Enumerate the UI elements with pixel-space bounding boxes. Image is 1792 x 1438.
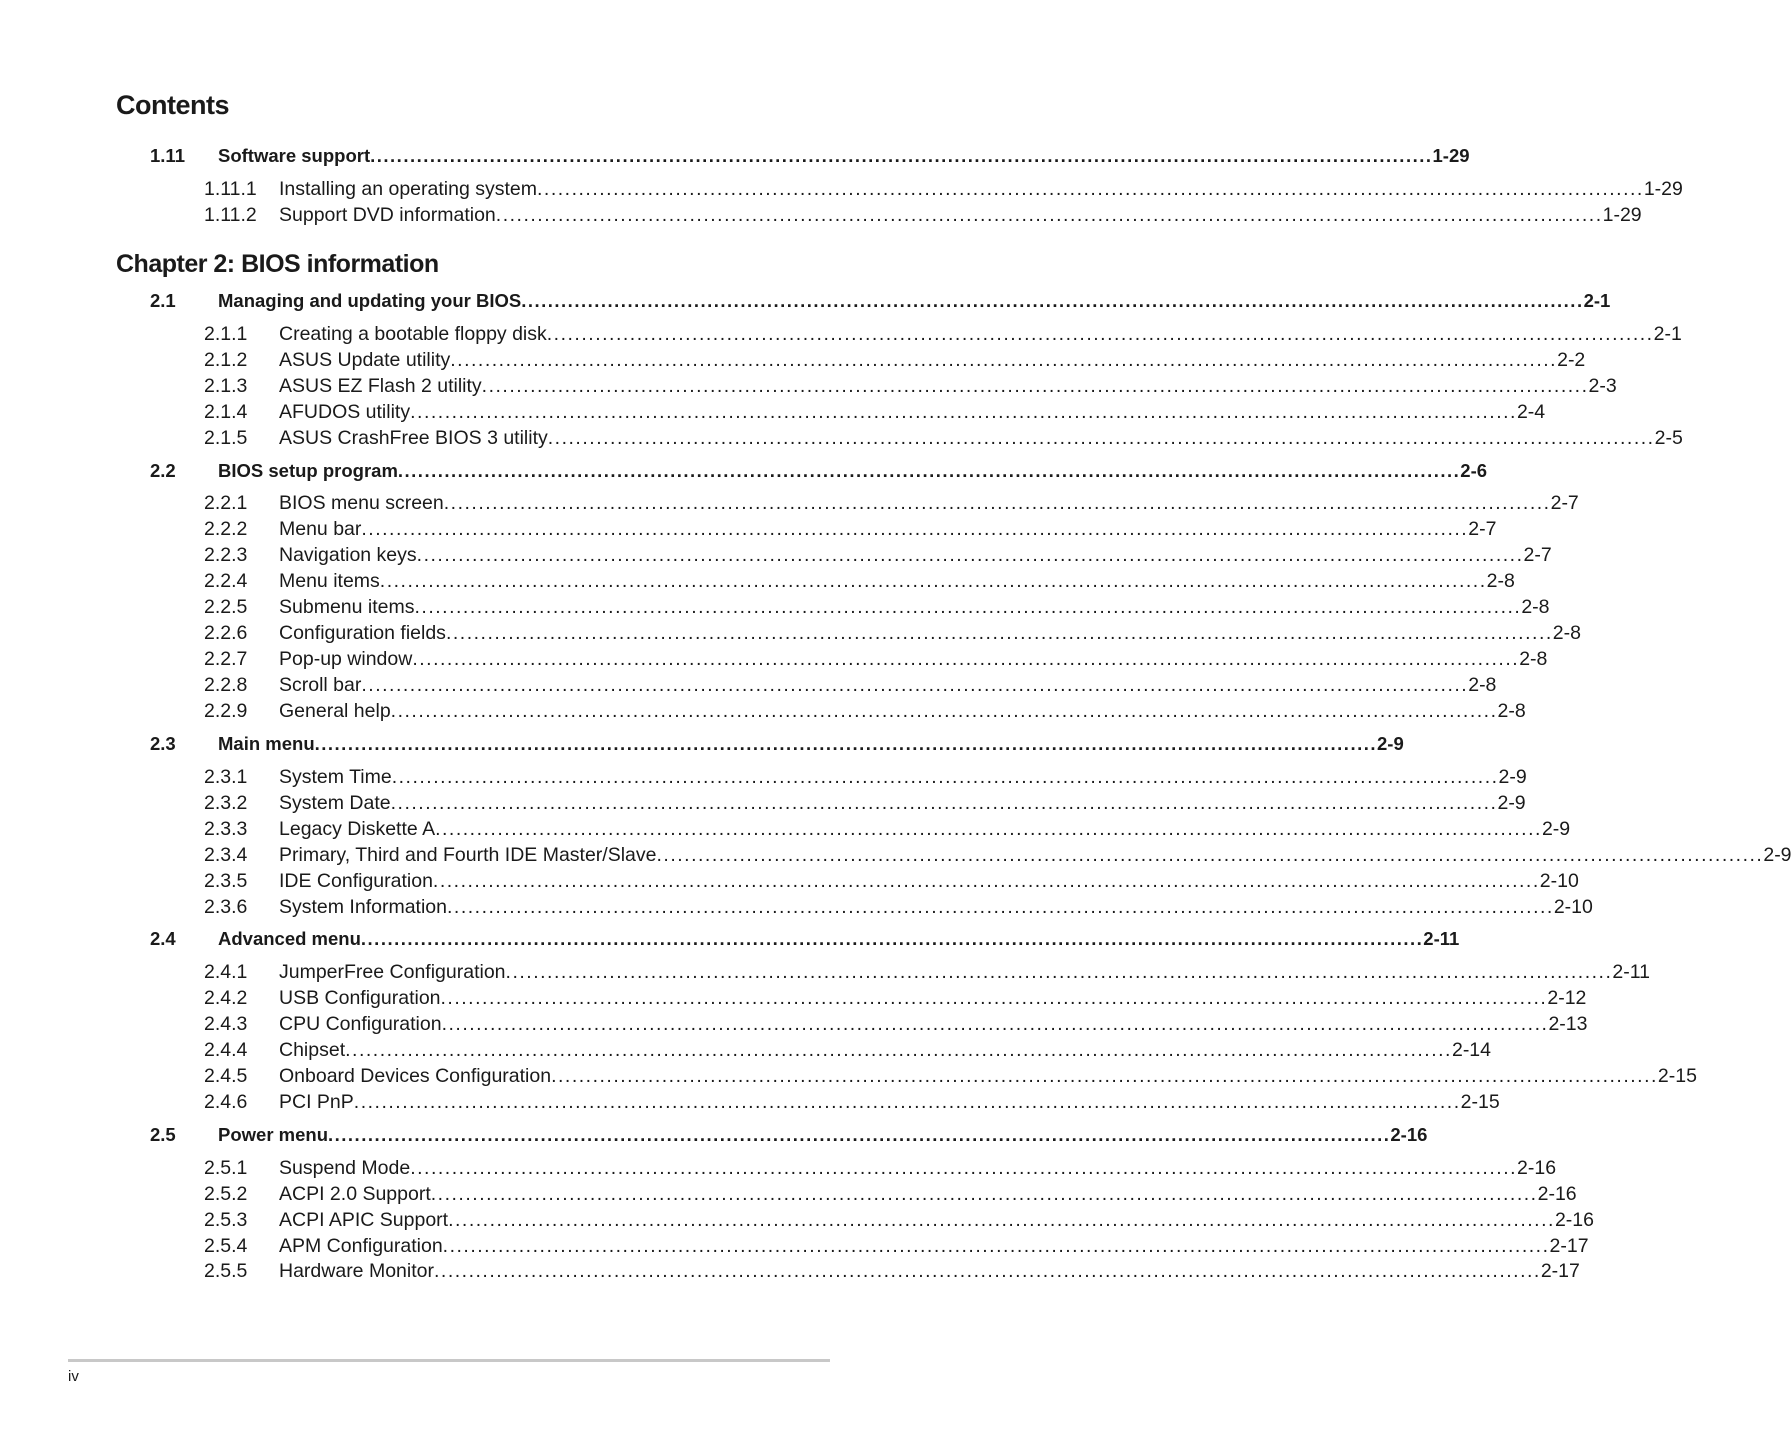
- toc-entry-label: Creating a bootable floppy disk: [279, 323, 547, 345]
- toc-entry-leader: [218, 288, 1611, 314]
- toc-entry-number: 2.2.8: [204, 674, 248, 696]
- toc-entry-label: ASUS CrashFree BIOS 3 utility: [279, 427, 548, 449]
- toc-dot-leader: ................................................................................................................................................................: [443, 492, 1551, 514]
- toc-entry-label: CPU Configuration: [279, 1013, 442, 1035]
- toc-entry[interactable]: [0, 458, 1488, 484]
- toc-entry[interactable]: [0, 926, 1460, 952]
- toc-entry[interactable]: [0, 399, 1546, 425]
- toc-dot-leader: ................................................................................................................................................................: [432, 870, 1540, 892]
- footer-divider: [68, 1359, 830, 1362]
- toc-entry[interactable]: [0, 1207, 1594, 1233]
- toc-entry-page: 2-11: [1612, 961, 1650, 983]
- toc-entry-number: 2.4.5: [204, 1065, 248, 1087]
- toc-entry-page: 1-29: [1643, 178, 1683, 200]
- toc-entry[interactable]: [0, 373, 1617, 399]
- toc-entry-leader: [218, 458, 1488, 484]
- toc-dot-leader: ................................................................................................................................................................: [450, 349, 1558, 371]
- toc-entry-page: 2-17: [1540, 1260, 1580, 1282]
- toc-entry[interactable]: [0, 288, 1611, 314]
- toc-entry-page: 2-2: [1557, 349, 1586, 371]
- toc-entry[interactable]: [0, 1258, 1580, 1284]
- toc-entry[interactable]: [0, 790, 1526, 816]
- toc-entry-leader: [279, 425, 1683, 451]
- toc-dot-leader: ................................................................................................................................................................: [521, 290, 1584, 311]
- toc-dot-leader: ................................................................................................................................................................: [345, 1039, 1452, 1061]
- toc-entry-leader: [279, 764, 1527, 790]
- toc-entry-page: 2-16: [1517, 1157, 1557, 1179]
- toc-dot-leader: ................................................................................................................................................................: [656, 844, 1764, 866]
- toc-entry-number: 2.1.1: [204, 323, 248, 345]
- toc-entry-label: System Date: [279, 792, 391, 814]
- toc-entry-leader: [279, 868, 1579, 894]
- toc-dot-leader: ................................................................................................................................................................: [370, 145, 1433, 166]
- toc-entry[interactable]: [0, 868, 1579, 894]
- toc-entry-label: ASUS EZ Flash 2 utility: [279, 375, 482, 397]
- toc-entry-label: Configuration fields: [279, 622, 446, 644]
- toc-entry[interactable]: [0, 143, 1470, 169]
- toc-entry-leader: [279, 373, 1617, 399]
- toc-entry-number: 2.1.3: [204, 375, 248, 397]
- toc-entry-number: 2.4.6: [204, 1091, 248, 1113]
- toc-dot-leader: ................................................................................................................................................................: [353, 1091, 1461, 1113]
- toc-entry-number: 2.5.2: [204, 1183, 248, 1205]
- toc-dot-leader: ................................................................................................................................................................: [416, 544, 1524, 566]
- toc-entry-page: 2-11: [1423, 926, 1459, 952]
- toc-entry-page: 2-6: [1460, 458, 1487, 484]
- toc-entry[interactable]: [0, 1011, 1588, 1037]
- toc-entry-leader: [279, 672, 1497, 698]
- toc-entry-page: 2-14: [1451, 1039, 1491, 1061]
- toc-entry-number: 2.5.4: [204, 1235, 248, 1257]
- toc-dot-leader: ................................................................................................................................................................: [360, 928, 1424, 949]
- toc-dot-leader: ................................................................................................................................................................: [536, 178, 1644, 200]
- toc-entry-label: Software support: [218, 143, 370, 169]
- toc-entry-page: 2-1: [1653, 323, 1682, 345]
- toc-entry[interactable]: [0, 516, 1497, 542]
- toc-dot-leader: ................................................................................................................................................................: [314, 733, 1378, 754]
- toc-entry-label: Onboard Devices Configuration: [279, 1065, 552, 1087]
- toc-entry-number: 2.5.3: [204, 1209, 248, 1231]
- toc-entry-page: 2-9: [1498, 766, 1527, 788]
- toc-entry-label: Hardware Monitor: [279, 1260, 434, 1282]
- toc-entry-number: 2.1.2: [204, 349, 248, 371]
- toc-dot-leader: ................................................................................................................................................................: [410, 401, 1517, 423]
- toc-entry-leader: [279, 1037, 1491, 1063]
- toc-entry-leader: [279, 1233, 1589, 1259]
- toc-entry-page: 2-8: [1552, 622, 1581, 644]
- toc-dot-leader: ................................................................................................................................................................: [446, 896, 1554, 918]
- toc-dot-leader: ................................................................................................................................................................: [361, 518, 1469, 540]
- toc-entry-leader: [279, 620, 1581, 646]
- toc-entry-page: 2-16: [1554, 1209, 1594, 1231]
- toc-entry-label: Support DVD information: [279, 204, 496, 226]
- toc-entry-leader: [279, 516, 1497, 542]
- toc-dot-leader: ................................................................................................................................................................: [442, 1235, 1550, 1257]
- toc-entry-page: 1-29: [1433, 143, 1470, 169]
- toc-dot-leader: ................................................................................................................................................................: [379, 570, 1487, 592]
- toc-entry[interactable]: [0, 425, 1683, 451]
- toc-entry[interactable]: [0, 568, 1515, 594]
- toc-entry-leader: [279, 1181, 1577, 1207]
- toc-entry-label: APM Configuration: [279, 1235, 443, 1257]
- toc-entry-label: Power menu: [218, 1122, 328, 1148]
- toc-entry-number: 2.2.2: [204, 518, 248, 540]
- toc-entry[interactable]: [0, 1181, 1577, 1207]
- toc-entry-label: System Information: [279, 896, 447, 918]
- toc-dot-leader: ................................................................................................................................................................: [546, 323, 1654, 345]
- toc-dot-leader: ................................................................................................................................................................: [433, 1260, 1541, 1282]
- toc-entry-number: 2.4.1: [204, 961, 248, 983]
- toc-entry-number: 1.11: [150, 145, 185, 166]
- toc-entry-leader: [279, 399, 1546, 425]
- toc-entry-page: 2-7: [1523, 544, 1552, 566]
- toc-entry-leader: [279, 790, 1526, 816]
- toc-dot-leader: ................................................................................................................................................................: [414, 596, 1522, 618]
- toc-entry-label: ACPI APIC Support: [279, 1209, 449, 1231]
- toc-entry-leader: [279, 894, 1593, 920]
- toc-entry-number: 2.2.7: [204, 648, 248, 670]
- toc-entry[interactable]: [0, 646, 1548, 672]
- toc-entry[interactable]: [0, 816, 1571, 842]
- toc-entry-page: 2-7: [1550, 492, 1579, 514]
- toc-entry-leader: [279, 202, 1642, 228]
- toc-entry-leader: [279, 816, 1571, 842]
- toc-dot-leader: ................................................................................................................................................................: [448, 1209, 1555, 1231]
- toc-entry-number: 2.2: [150, 460, 176, 481]
- toc-entry-page: 2-8: [1497, 700, 1526, 722]
- toc-entry-number: 2.3: [150, 733, 176, 754]
- toc-entry-label: JumperFree Configuration: [279, 961, 506, 983]
- toc-dot-leader: ................................................................................................................................................................: [328, 1124, 1391, 1145]
- toc-entry[interactable]: [0, 672, 1497, 698]
- toc-entry-number: 2.3.1: [204, 766, 248, 788]
- toc-entry[interactable]: [0, 542, 1552, 568]
- toc-entry-page: 2-10: [1539, 870, 1579, 892]
- toc-entry-label: PCI PnP: [279, 1091, 354, 1113]
- toc-entry-page: 2-8: [1486, 570, 1515, 592]
- toc-entry[interactable]: [0, 764, 1527, 790]
- toc-entry-page: 2-17: [1549, 1235, 1589, 1257]
- toc-entry[interactable]: [0, 1089, 1500, 1115]
- toc-dot-leader: ................................................................................................................................................................: [390, 792, 1498, 814]
- toc-entry-leader: [218, 731, 1404, 757]
- toc-entry-label: BIOS menu screen: [279, 492, 444, 514]
- toc-entry-label: ACPI 2.0 Support: [279, 1183, 431, 1205]
- toc-entry-number: 2.3.4: [204, 844, 248, 866]
- page-title: Contents: [116, 90, 229, 120]
- toc-entry[interactable]: [0, 959, 1650, 985]
- toc-dot-leader: ................................................................................................................................................................: [397, 460, 1461, 481]
- toc-entry-number: 2.4.3: [204, 1013, 248, 1035]
- toc-entry-page: 2-15: [1460, 1091, 1500, 1113]
- toc-entry-label: USB Configuration: [279, 987, 441, 1009]
- toc-dot-leader: ................................................................................................................................................................: [435, 818, 1542, 840]
- toc-dot-leader: ................................................................................................................................................................: [481, 375, 1589, 397]
- toc-entry-number: 2.1: [150, 290, 176, 311]
- toc-entry-page: 2-8: [1521, 596, 1550, 618]
- toc-dot-leader: ................................................................................................................................................................: [361, 674, 1469, 696]
- toc-entry-page: 2-7: [1468, 518, 1497, 540]
- toc-entry-page: 2-9: [1377, 731, 1404, 757]
- toc-entry-number: 2.2.4: [204, 570, 248, 592]
- toc-entry-label: BIOS setup program: [218, 458, 398, 484]
- toc-entry-label: Pop-up window: [279, 648, 413, 670]
- toc-entry[interactable]: [0, 894, 1593, 920]
- toc-entry[interactable]: [0, 347, 1586, 373]
- toc-entry-page: 2-8: [1468, 674, 1497, 696]
- toc-entry[interactable]: [0, 1037, 1491, 1063]
- toc-entry-leader: [279, 542, 1552, 568]
- toc-entry-page: 2-16: [1537, 1183, 1577, 1205]
- toc-entry-label: Submenu items: [279, 596, 415, 618]
- toc-entry-number: 2.2.5: [204, 596, 248, 618]
- toc-entry-leader: [218, 926, 1460, 952]
- toc-entry-number: 2.3.6: [204, 896, 248, 918]
- toc-dot-leader: ................................................................................................................................................................: [390, 700, 1498, 722]
- toc-entry[interactable]: [0, 202, 1642, 228]
- toc-dot-leader: ................................................................................................................................................................: [410, 1157, 1518, 1179]
- toc-dot-leader: ................................................................................................................................................................: [391, 766, 1499, 788]
- toc-entry-leader: [218, 1122, 1428, 1148]
- toc-entry-label: Chipset: [279, 1039, 346, 1061]
- toc-entry-page: 2-3: [1588, 375, 1617, 397]
- toc-entry-label: ASUS Update utility: [279, 349, 451, 371]
- toc-entry-page: 2-13: [1548, 1013, 1588, 1035]
- toc-entry[interactable]: [0, 1233, 1589, 1259]
- toc-entry-number: 1.11.2: [204, 204, 257, 226]
- toc-entry-leader: [218, 143, 1470, 169]
- toc-entry-number: 2.1.5: [204, 427, 248, 449]
- toc-entry[interactable]: [0, 620, 1581, 646]
- toc-entry-label: General help: [279, 700, 391, 722]
- toc-entry-number: 2.4.2: [204, 987, 248, 1009]
- toc-entry-leader: [279, 347, 1586, 373]
- toc-entry-number: 2.2.6: [204, 622, 248, 644]
- toc-entry-leader: [279, 698, 1526, 724]
- toc-dot-leader: ................................................................................................................................................................: [445, 622, 1553, 644]
- toc-entry-page: 2-15: [1657, 1065, 1697, 1087]
- toc-entry-label: Menu bar: [279, 518, 362, 540]
- toc-entry-leader: [279, 1011, 1588, 1037]
- toc-entry-page: 1-29: [1602, 204, 1642, 226]
- toc-entry-leader: [279, 959, 1650, 985]
- toc-entry-number: 2.4: [150, 928, 176, 949]
- toc-dot-leader: ................................................................................................................................................................: [505, 961, 1613, 983]
- toc-entry[interactable]: [0, 176, 1683, 202]
- toc-entry-label: Advanced menu: [218, 926, 361, 952]
- toc-entry-number: 2.2.9: [204, 700, 248, 722]
- toc-entry-label: Managing and updating your BIOS: [218, 288, 521, 314]
- toc-entry-number: 2.5: [150, 1124, 176, 1145]
- toc-entry-number: 1.11.1: [204, 178, 257, 200]
- toc-entry-label: AFUDOS utility: [279, 401, 411, 423]
- toc-entry-page: 2-16: [1390, 1122, 1427, 1148]
- toc-entry-leader: [279, 594, 1550, 620]
- toc-entry-leader: [279, 1155, 1557, 1181]
- toc-entry-leader: [279, 1063, 1697, 1089]
- toc-entry-label: Navigation keys: [279, 544, 417, 566]
- toc-dot-leader: ................................................................................................................................................................: [547, 427, 1655, 449]
- toc-entry-page: 2-8: [1519, 648, 1548, 670]
- toc-dot-leader: ................................................................................................................................................................: [430, 1183, 1538, 1205]
- toc-entry-leader: [279, 1258, 1580, 1284]
- toc-entry-number: 2.3.5: [204, 870, 248, 892]
- toc-entry[interactable]: [0, 1122, 1428, 1148]
- toc-entry-leader: [279, 985, 1587, 1011]
- toc-entry-label: IDE Configuration: [279, 870, 433, 892]
- toc-entry-page: 2-4: [1516, 401, 1546, 423]
- toc-entry-leader: [279, 321, 1682, 347]
- toc-entry-leader: [279, 1089, 1500, 1115]
- toc-entry[interactable]: [0, 490, 1579, 516]
- toc-entry-number: 2.1.4: [204, 401, 248, 423]
- toc-entry-leader: [279, 176, 1683, 202]
- toc-entry-label: Legacy Diskette A: [279, 818, 436, 840]
- toc-entry-page: 2-9: [1497, 792, 1526, 814]
- toc-entry[interactable]: [0, 321, 1682, 347]
- toc-entry-number: 2.3.3: [204, 818, 248, 840]
- toc-entry[interactable]: [0, 842, 1792, 868]
- page-number: iv: [68, 1368, 79, 1385]
- toc-entry[interactable]: [0, 1155, 1557, 1181]
- toc-entry-page: 2-12: [1547, 987, 1587, 1009]
- toc-entry-page: 2-9: [1763, 844, 1792, 866]
- toc-entry-label: Scroll bar: [279, 674, 362, 696]
- toc-entry-leader: [279, 568, 1515, 594]
- toc-entry-label: Installing an operating system: [279, 178, 537, 200]
- toc-dot-leader: ................................................................................................................................................................: [551, 1065, 1658, 1087]
- toc-entry[interactable]: [0, 594, 1550, 620]
- toc-entry-number: 2.5.5: [204, 1260, 248, 1282]
- toc-dot-leader: ................................................................................................................................................................: [440, 987, 1548, 1009]
- toc-entry-leader: [279, 842, 1792, 868]
- toc-entry[interactable]: [0, 985, 1587, 1011]
- chapter-heading: Chapter 2: BIOS information: [116, 250, 439, 278]
- toc-entry-label: Menu items: [279, 570, 380, 592]
- toc-entry-leader: [279, 646, 1548, 672]
- toc-entry-leader: [279, 490, 1579, 516]
- toc-entry-leader: [279, 1207, 1594, 1233]
- toc-entry-number: 2.5.1: [204, 1157, 248, 1179]
- toc-entry[interactable]: [0, 1063, 1697, 1089]
- toc-entry-number: 2.2.1: [204, 492, 248, 514]
- toc-entry-page: 2-1: [1584, 288, 1611, 314]
- toc-entry-number: 2.2.3: [204, 544, 248, 566]
- toc-entry-page: 2-5: [1654, 427, 1683, 449]
- toc-entry-label: Main menu: [218, 731, 315, 757]
- toc-dot-leader: ................................................................................................................................................................: [412, 648, 1520, 670]
- toc-entry-label: Primary, Third and Fourth IDE Master/Slave: [279, 844, 657, 866]
- toc-entry-page: 2-9: [1541, 818, 1571, 840]
- toc-dot-leader: ................................................................................................................................................................: [441, 1013, 1549, 1035]
- toc-entry-number: 2.4.4: [204, 1039, 248, 1061]
- toc-dot-leader: ................................................................................................................................................................: [495, 204, 1603, 226]
- toc-entry[interactable]: [0, 731, 1404, 757]
- toc-entry-page: 2-10: [1553, 896, 1593, 918]
- toc-entry-label: System Time: [279, 766, 392, 788]
- toc-entry-label: Suspend Mode: [279, 1157, 411, 1179]
- toc-entry[interactable]: [0, 698, 1526, 724]
- toc-entry-number: 2.3.2: [204, 792, 248, 814]
